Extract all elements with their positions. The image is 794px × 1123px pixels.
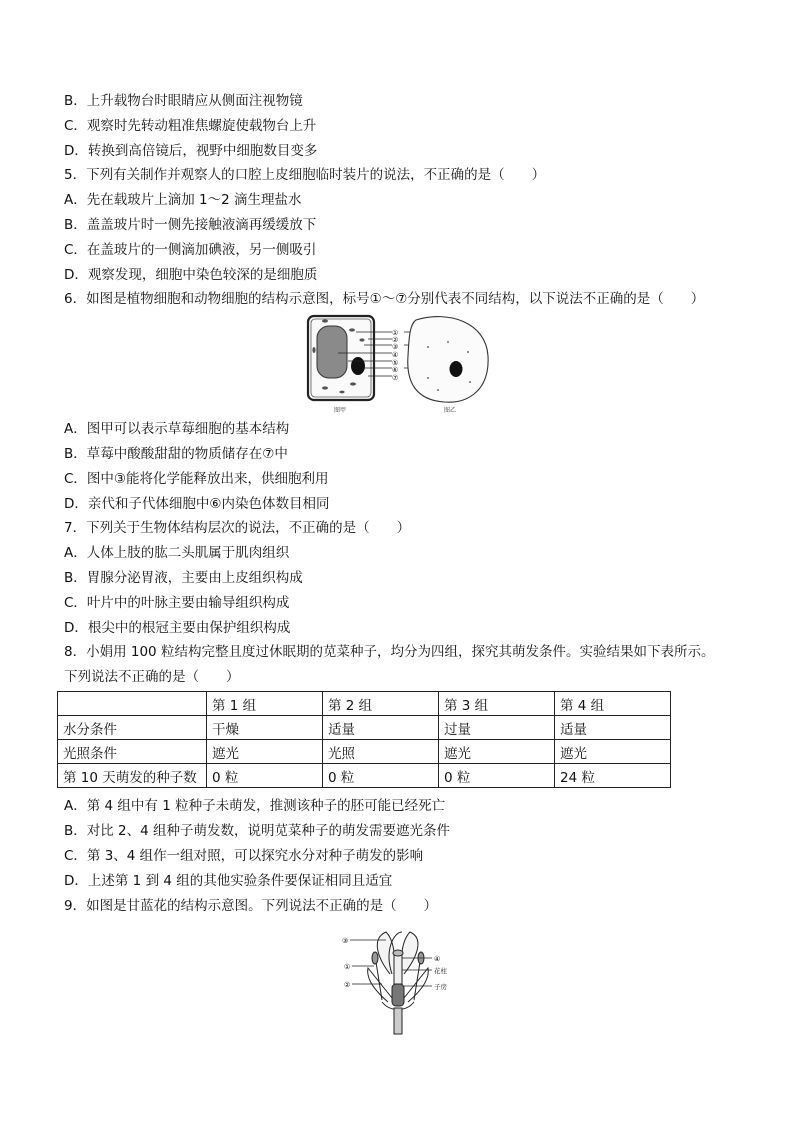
q5-option-c: C．在盖玻片的一侧滴加碘液，另一侧吸引 — [64, 242, 317, 258]
flower-marker-1: ① — [344, 963, 351, 971]
q6-stem: 6．如图是植物细胞和动物细胞的结构示意图，标号①～⑦分别代表不同结构，以下说法不正确的是（ ） — [64, 291, 705, 307]
q8-option-a: A．第 4 组中有 1 粒种子未萌发，推测该种子的胚可能已经死亡 — [64, 798, 446, 814]
marker-1: ① — [392, 329, 399, 337]
table-header-row — [58, 692, 671, 716]
table-cell — [58, 692, 207, 716]
table-cell: 遮光 — [555, 740, 671, 764]
q4-option-b: B．上升载物台时眼睛应从侧面注视物镜 — [64, 93, 303, 109]
table-header-cell: 第 4 组 — [555, 692, 671, 716]
q8-stem-continued: 下列说法不正确的是（ ） — [64, 669, 240, 685]
label-style: 花柱 — [434, 967, 447, 975]
q8-option-b: B．对比 2、4 组种子萌发数，说明苋菜种子的萌发需要遮光条件 — [64, 823, 451, 839]
q5-option-b: B．盖盖玻片时一侧先接触液滴再缓缓放下 — [64, 217, 317, 233]
animal-cell-diagram — [408, 317, 488, 403]
marker-2: ② — [392, 336, 399, 344]
table-row — [58, 740, 671, 764]
table-row — [58, 764, 671, 788]
table-header-cell: 第 3 组 — [439, 692, 555, 716]
label-ovary: 子房 — [434, 983, 447, 991]
figure-label-animal: 图乙 — [444, 407, 457, 414]
table-cell: 遮光 — [439, 740, 555, 764]
table-cell: 光照 — [323, 740, 439, 764]
q5-option-d: D．观察发现，细胞中染色较深的是细胞质 — [64, 267, 318, 283]
flower-marker-4: ④ — [434, 955, 441, 963]
marker-7: ⑦ — [392, 374, 399, 382]
flower-marker-3: ③ — [342, 937, 349, 945]
table-cell: 第 10 天萌发的种子数 — [58, 764, 207, 788]
marker-4: ④ — [392, 351, 399, 359]
figure-label-plant: 图甲 — [334, 407, 347, 414]
flower-marker-2: ② — [344, 981, 351, 989]
cell-structure-figure — [298, 312, 498, 416]
q7-stem: 7．下列关于生物体结构层次的说法，不正确的是（ ） — [64, 520, 411, 536]
table-cell: 水分条件 — [58, 716, 207, 740]
q4-option-d: D．转换到高倍镜后，视野中细胞数目变多 — [64, 143, 318, 159]
table-cell: 干燥 — [207, 716, 323, 740]
table-cell: 过量 — [439, 716, 555, 740]
table-cell: 0 粒 — [207, 764, 323, 788]
q7-option-a: A．人体上肢的肱二头肌属于肌肉组织 — [64, 545, 290, 561]
q7-option-c: C．叶片中的叶脉主要由输导组织构成 — [64, 595, 290, 611]
q7-option-b: B．胃腺分泌胃液，主要由上皮组织构成 — [64, 570, 303, 586]
table-cell: 适量 — [555, 716, 671, 740]
marker-3: ③ — [392, 343, 399, 351]
marker-6: ⑥ — [392, 366, 399, 374]
q6-option-b: B．草莓中酸酸甜甜的物质储存在⑦中 — [64, 446, 288, 462]
q5-option-a: A．先在载玻片上滴加 1～2 滴生理盐水 — [64, 192, 302, 208]
table-header-cell: 第 1 组 — [207, 692, 323, 716]
q6-option-c: C．图中③能将化学能释放出来，供细胞利用 — [64, 471, 329, 487]
flower-structure-figure — [338, 928, 460, 1036]
table-cell: 24 粒 — [555, 764, 671, 788]
table-cell: 适量 — [323, 716, 439, 740]
experiment-table — [57, 691, 671, 788]
table-header-cell: 第 2 组 — [323, 692, 439, 716]
q6-option-d: D．亲代和子代体细胞中⑥内染色体数目相同 — [64, 496, 330, 512]
q8-option-c: C．第 3、4 组作一组对照，可以探究水分对种子萌发的影响 — [64, 848, 424, 864]
table-row — [58, 716, 671, 740]
table-cell: 遮光 — [207, 740, 323, 764]
q7-option-d: D．根尖中的根冠主要由保护组织构成 — [64, 620, 291, 636]
table-cell: 0 粒 — [323, 764, 439, 788]
q6-option-a: A．图甲可以表示草莓细胞的基本结构 — [64, 421, 290, 437]
q8-option-d: D．上述第 1 到 4 组的其他实验条件要保证相同且适宜 — [64, 873, 393, 889]
q9-stem: 9．如图是甘蓝花的结构示意图。下列说法不正确的是（ ） — [64, 898, 438, 914]
q8-stem: 8．小娟用 100 粒结构完整且度过休眠期的苋菜种子，均分为四组，探究其萌发条件。实验结果如下表所示。 — [64, 644, 715, 660]
marker-5: ⑤ — [392, 359, 399, 367]
table-cell: 0 粒 — [439, 764, 555, 788]
q5-stem: 5．下列有关制作并观察人的口腔上皮细胞临时装片的说法，不正确的是（ ） — [64, 167, 546, 183]
table-cell: 光照条件 — [58, 740, 207, 764]
q4-option-c: C．观察时先转动粗准焦螺旋使载物台上升 — [64, 118, 317, 134]
plant-cell-diagram — [308, 316, 374, 400]
